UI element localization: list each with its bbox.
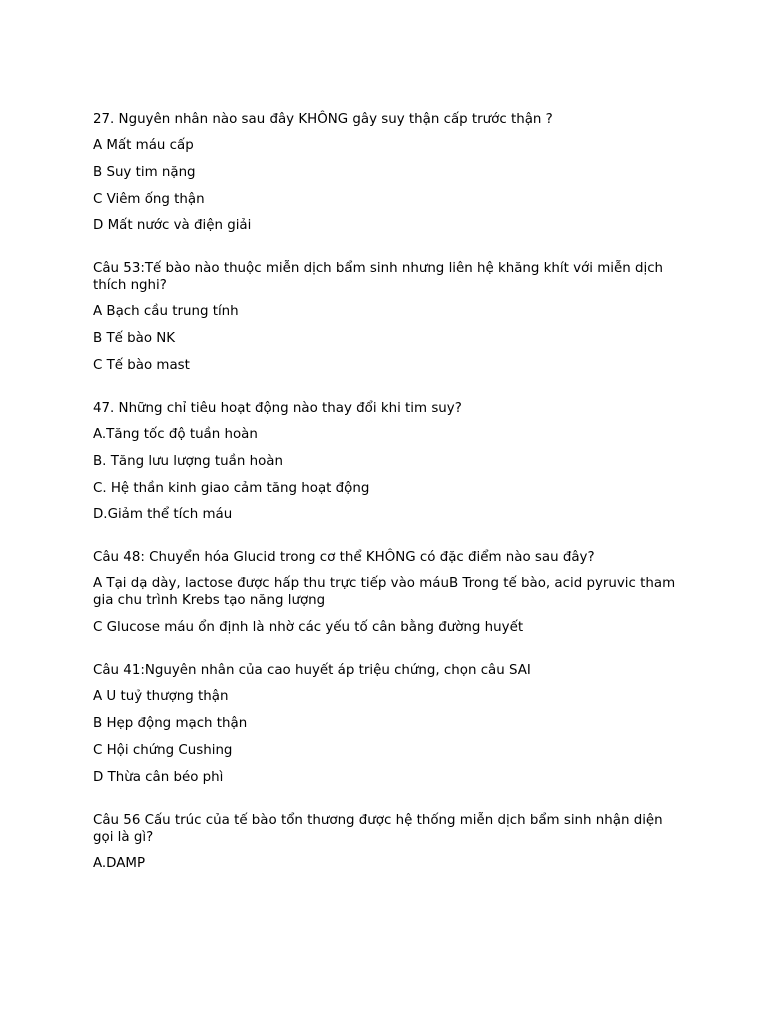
answer-option: A Mất máu cấp (93, 138, 194, 153)
answer-option: A Bạch cầu trung tính (93, 304, 239, 320)
document-page (93, 111, 683, 898)
question-41 (93, 662, 683, 785)
answer-option: C. Hệ thần kinh giao cảm tăng hoạt động (93, 480, 370, 496)
answer-option: C Viêm ống thận (93, 191, 205, 207)
question-title: Câu 56 Cấu trúc của tế bào tổn thương được hệ thống miễn dịch bẩm sinh nhận diện gọi là gì? (93, 812, 663, 845)
answer-option: A.DAMP (93, 855, 146, 871)
question-title: 47. Những chỉ tiêu hoạt động nào thay đổi khi tim suy? (93, 400, 462, 416)
answer-option: C Hội chứng Cushing (93, 742, 233, 758)
answer-option: D Mất nước và điện giải (93, 218, 252, 234)
question-53 (93, 260, 683, 374)
answer-option: A U tuỷ thượng thận (93, 689, 229, 705)
answer-option: C Tế bào mast (93, 357, 190, 373)
question-27 (93, 111, 683, 234)
answer-option: B Tế bào NK (93, 331, 176, 347)
question-title: 27. Nguyên nhân nào sau đây KHÔNG gây suy thận cấp trước thận ? (93, 112, 553, 127)
question-title: Câu 41:Nguyên nhân của cao huyết áp triệu chứng, chọn câu SAI (93, 663, 531, 679)
answer-option: A.Tăng tốc độ tuần hoàn (93, 426, 258, 442)
answer-option: C Glucose máu ổn định là nhờ các yếu tố cân bằng đường huyết (93, 620, 524, 636)
question-56 (93, 812, 683, 872)
question-48 (93, 549, 683, 636)
answer-option: B. Tăng lưu lượng tuần hoàn (93, 453, 283, 469)
question-47 (93, 400, 683, 523)
answer-option: B Hẹp động mạch thận (93, 715, 248, 731)
question-title: Câu 48: Chuyển hóa Glucid trong cơ thể KHÔNG có đặc điểm nào sau đây? (93, 550, 595, 566)
answer-option: D Thừa cân béo phì (93, 769, 224, 785)
answer-option: D.Giảm thể tích máu (93, 507, 233, 523)
answer-option: B Suy tim nặng (93, 164, 196, 180)
answer-option: A Tại dạ dày, lactose được hấp thu trực tiếp vào máuB Trong tế bào, acid pyruvic tham gia chu trình Krebs tạo năng lượng (93, 576, 676, 609)
question-title: Câu 53:Tế bào nào thuộc miễn dịch bẩm sinh nhưng liên hệ khăng khít với miễn dịch thích nghi? (93, 261, 664, 294)
